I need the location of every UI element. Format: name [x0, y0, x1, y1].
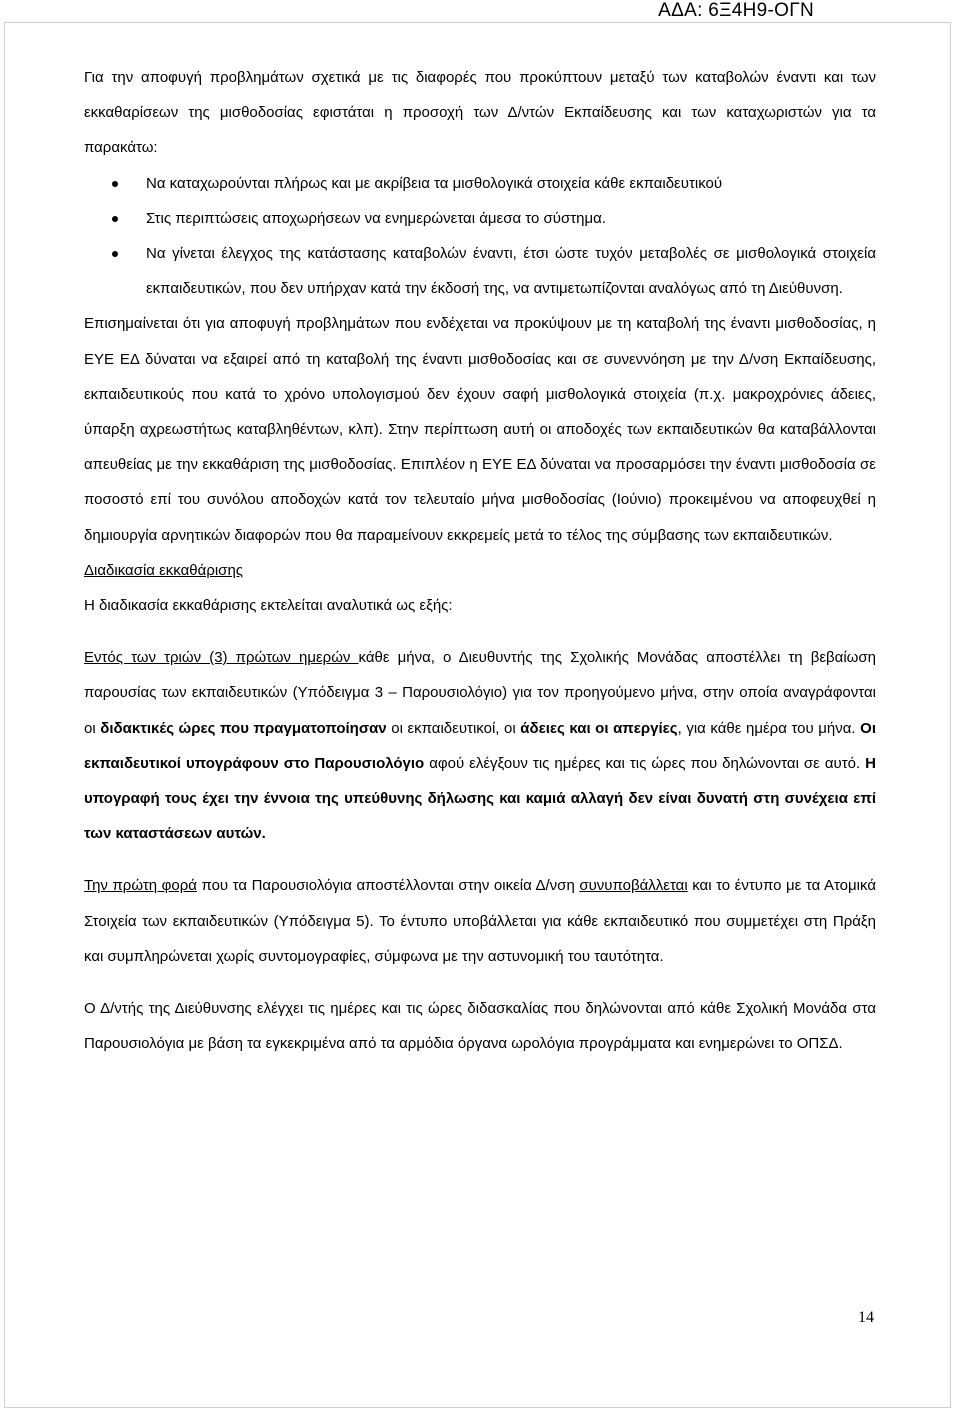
- bullet-icon: [112, 216, 118, 222]
- section-title: Διαδικασία εκκαθάρισης: [84, 561, 244, 579]
- spacer: [84, 974, 876, 991]
- paragraph-first-time: Την πρώτη φορά που τα Παρουσιολόγια αποστέλλονται στην οικεία Δ/νση συνυποβάλλεται και το έντυπο με τα Ατομικά Στοιχεία των εκπαιδευτικών (Υπόδειγμα 5). Το έντυπο υποβάλλεται για κάθε εκπαιδευτικό που συμμετέχει στη Πράξη και συμπληρώνεται χωρίς συντομογραφίες, σύμφωνα με την αστυνομική του ταυτότητα.: [84, 877, 876, 965]
- paragraph-exclusion: Επισημαίνεται ότι για αποφυγή προβλημάτων που ενδέχεται να προκύψουν με τη καταβολή της έναντι μισθοδοσίας, η ΕΥΕ ΕΔ δύναται να εξαιρεί από τη καταβολή της έναντι μισθοδοσίας και σε συνεννόηση με την Δ/νση Εκπαίδευσης, εκπαιδευτικούς που κατά το χρόνο υπολογισμού δεν έχουν σαφή μισθολογικά στοιχεία (π.χ. μακροχρόνιες άδειες, ύπαρξη αχρεωστήτως καταβληθέντων, κλπ). Στην περίπτωση αυτή οι αποδοχές των εκπαιδευτικών θα καταβάλλονται απευθείας με την εκκαθάριση της μισθοδοσίας. Επιπλέον η ΕΥΕ ΕΔ δύναται να προσαρμόσει την έναντι μισθοδοσία σε ποσοστό επί του συνόλου αποδοχών κατά τον τελευταίο μήνα μισθοδοσίας (Ιούνιο) προκειμένου να αποφευχθεί η δημιουργία αρνητικών διαφορών που θα παραμείνουν εκκρεμείς μετά το τέλος της σύμβασης των εκπαιδευτικών.: [84, 315, 876, 544]
- paragraph-attendance: Εντός των τριών (3) πρώτων ημερών κάθε μήνα, ο Διευθυντής της Σχολικής Μονάδας αποστέλλει τη βεβαίωση παρουσίας των εκπαιδευτικών (Υπόδειγμα 3 – Παρουσιολόγιο) για τον προηγούμενο μήνα, στην οποία αναγράφονται οι διδακτικές ώρες που πραγματοποίησαν οι εκπαιδευτικοί, οι άδειες και οι απεργίες, για κάθε ημέρα του μήνα. Οι εκπαιδευτικοί υπογράφουν στο Παρουσιολόγιο αφού ελέγξουν τις ημέρες και τις ώρες που δηλώνονται σε αυτό. Η υπογραφή τους έχει την έννοια της υπεύθυνης δήλωσης και καμιά αλλαγή δεν είναι δυνατή στη συνέχεια επί των καταστάσεων αυτών.: [84, 649, 877, 843]
- bullet-icon: [112, 251, 118, 257]
- list-item: Να γίνεται έλεγχος της κατάστασης καταβολών έναντι, έτσι ώστε τυχόν μεταβολές σε μισθολογικά στοιχεία εκπαιδευτικών, που δεν υπήρχαν κατά την έκδοσή της, να αντιμετωπίζονται αναλόγως από τη Διεύθυνση.: [84, 236, 876, 306]
- document-body: [84, 60, 876, 1061]
- page-number: 14: [858, 1309, 874, 1326]
- bullet-icon: [112, 181, 118, 187]
- paragraph-director-check: Ο Δ/ντής της Διεύθυνσης ελέγχει τις ημέρες και τις ώρες διδασκαλίας που δηλώνονται από κάθε Σχολική Μονάδα στα Παρουσιολόγια με βάση τα εγκεκριμένα από τα αρμόδια όργανα ωρολόγια προγράμματα και ενημερώνει το ΟΠΣΔ.: [84, 1000, 876, 1053]
- ada-code: ΑΔΑ: 6Ξ4Η9-ΟΓΝ: [658, 0, 814, 21]
- intro-paragraph: Για την αποφυγή προβλημάτων σχετικά με τις διαφορές που προκύπτουν μεταξύ των καταβολών έναντι και των εκκαθαρίσεων της μισθοδοσίας εφιστάται η προσοχή των Δ/ντών Εκπαίδευσης και των καταχωριστών για τα παρακάτω:: [84, 69, 876, 157]
- bullet-list: [84, 166, 876, 307]
- spacer: [84, 851, 876, 868]
- list-item: Στις περιπτώσεις αποχωρήσεων να ενημερώνεται άμεσα το σύστημα.: [84, 201, 876, 236]
- section-intro: Η διαδικασία εκκαθάρισης εκτελείται αναλυτικά ως εξής:: [84, 597, 453, 615]
- spacer: [84, 623, 876, 640]
- list-item: Να καταχωρούνται πλήρως και με ακρίβεια τα μισθολογικά στοιχεία κάθε εκπαιδευτικού: [84, 166, 876, 201]
